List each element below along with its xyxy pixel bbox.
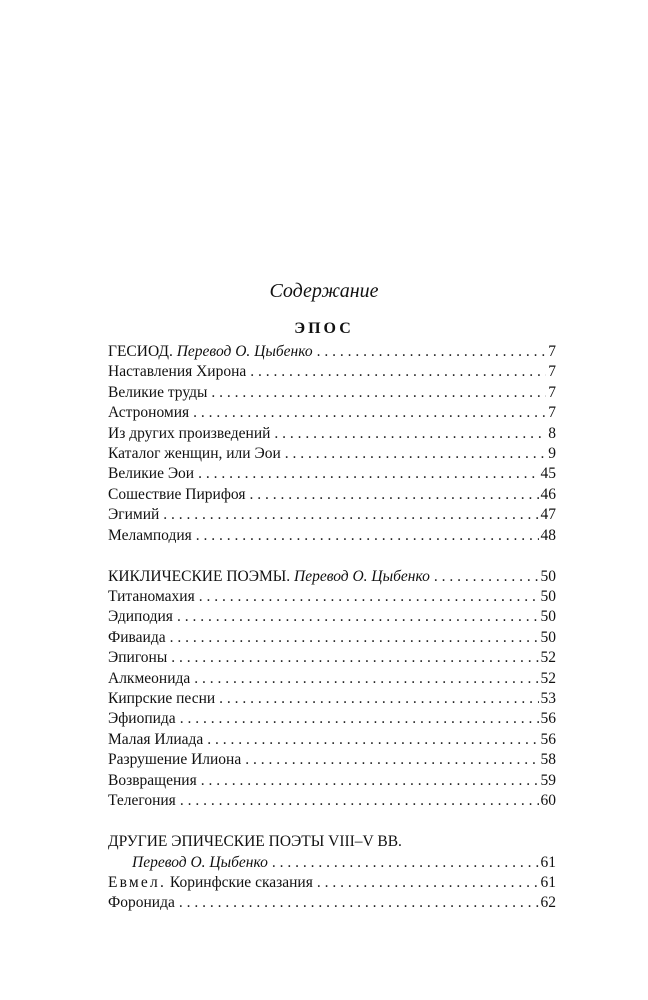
group-heading: ДРУГИЕ ЭПИЧЕСКИЕ ПОЭТЫ VIII–V ВВ.	[108, 833, 402, 851]
leader-dots	[281, 444, 547, 464]
entry-page: 61	[540, 873, 556, 891]
toc-entry[interactable]	[108, 873, 556, 893]
leader-dots	[167, 648, 538, 668]
leader-dots	[246, 362, 546, 382]
toc-entry[interactable]	[108, 567, 556, 587]
entry-title: Великие труды	[108, 383, 208, 401]
leader-dots	[176, 709, 539, 729]
toc-entry[interactable]	[108, 362, 556, 382]
toc-entry[interactable]	[108, 771, 556, 791]
entry-page: 52	[540, 669, 556, 687]
leader-dots	[207, 383, 546, 403]
leader-dots	[313, 342, 547, 362]
leader-dots	[195, 587, 539, 607]
toc-entry[interactable]	[108, 526, 556, 546]
entry-title: Возвращения	[108, 771, 197, 789]
entry-page: 56	[540, 710, 556, 728]
toc-entry[interactable]	[108, 444, 556, 464]
leader-dots	[159, 505, 538, 525]
toc-entry[interactable]	[108, 587, 556, 607]
leader-dots	[190, 669, 538, 689]
toc-entry[interactable]	[108, 607, 556, 627]
entry-title: Эфиопида	[108, 710, 176, 728]
leader-dots	[192, 526, 539, 546]
entry-page: 50	[540, 588, 556, 606]
entry-page: 47	[540, 506, 556, 524]
entry-title: Телегония	[108, 792, 176, 809]
toc-entry[interactable]	[108, 730, 556, 750]
entry-title: Коринфские сказания	[169, 873, 313, 891]
entry-title: Титаномахия	[108, 588, 195, 606]
entry-page: 61	[540, 853, 556, 871]
entry-title: ГЕСИОД.	[108, 343, 173, 360]
leader-dots	[270, 424, 546, 444]
entry-title: Эдиподия	[108, 608, 173, 626]
toc-entry[interactable]	[108, 709, 556, 729]
entry-page: 46	[540, 485, 556, 503]
leader-dots	[189, 403, 546, 423]
leader-dots	[194, 464, 538, 484]
toc-entry[interactable]	[108, 628, 556, 648]
entry-author: Евмел.	[108, 873, 167, 891]
entry-title: Наставления Хирона	[108, 363, 247, 381]
entry-page: 62	[540, 894, 556, 912]
entry-title: Меламподия	[108, 526, 192, 544]
page-title: Содержание	[269, 280, 379, 302]
group-spacer	[108, 811, 556, 832]
entry-title: Сошествие Пирифоя	[108, 485, 246, 503]
entry-title: Кипрские песни	[108, 690, 216, 708]
entry-title: Эпигоны	[108, 649, 168, 667]
entry-translator: Перевод О. Цыбенко	[132, 853, 268, 871]
entry-page: 50	[540, 567, 556, 585]
toc-entry[interactable]	[108, 464, 556, 484]
leader-dots	[175, 893, 539, 913]
entry-page: 48	[540, 526, 556, 544]
leader-dots	[203, 730, 538, 750]
entry-title: Каталог женщин, или Эои	[108, 444, 281, 462]
leader-dots	[268, 853, 539, 873]
toc-entry[interactable]	[108, 403, 556, 423]
leader-dots	[173, 607, 539, 627]
entry-page: 7	[548, 343, 556, 360]
toc-entry[interactable]	[108, 342, 556, 362]
entry-title: Эгимий	[108, 506, 160, 524]
entry-title: Великие Эои	[108, 465, 195, 483]
entry-page: 56	[540, 730, 556, 748]
entry-page: 7	[548, 363, 556, 381]
entry-page: 9	[548, 444, 556, 462]
toc-entry[interactable]	[108, 383, 556, 403]
leader-dots	[245, 485, 538, 505]
leader-dots	[197, 771, 539, 791]
toc-entry[interactable]	[108, 648, 556, 668]
entry-title: Астрономия	[108, 404, 190, 422]
entry-title: Из других произведений	[108, 424, 271, 442]
entry-page: 53	[540, 690, 556, 708]
entry-page: 50	[540, 608, 556, 626]
entry-translator: Перевод О. Цыбенко	[294, 567, 430, 585]
toc-entry[interactable]	[108, 485, 556, 505]
entry-title: Разрушение Илиона	[108, 751, 242, 769]
entry-translator: Перевод О. Цыбенко	[176, 343, 313, 360]
toc-entry[interactable]	[108, 853, 556, 873]
leader-dots	[430, 567, 539, 587]
entry-page: 50	[540, 628, 556, 646]
toc-entry[interactable]	[108, 505, 556, 525]
leader-dots	[215, 689, 538, 709]
entry-page: 7	[548, 404, 556, 422]
table-of-contents	[108, 342, 556, 914]
entry-page: 8	[548, 424, 556, 442]
toc-entry[interactable]	[108, 669, 556, 689]
entry-page: 7	[548, 383, 556, 401]
section-title: ЭПОС	[294, 320, 354, 337]
leader-dots	[176, 791, 539, 811]
leader-dots	[313, 873, 539, 893]
entry-title: КИКЛИЧЕСКИЕ ПОЭМЫ.	[108, 567, 291, 585]
entry-page: 59	[540, 771, 556, 789]
entry-title: Фиваида	[108, 628, 166, 646]
leader-dots	[241, 750, 538, 770]
entry-title: Алкмеонида	[108, 669, 191, 687]
leader-dots	[166, 628, 539, 648]
toc-entry[interactable]	[108, 750, 556, 770]
entry-page: 60	[540, 792, 556, 809]
toc-entry[interactable]	[108, 424, 556, 444]
entry-title: Форонида	[108, 894, 175, 912]
entry-title: Малая Илиада	[108, 730, 204, 748]
toc-entry[interactable]	[108, 791, 556, 811]
entry-page: 52	[540, 649, 556, 667]
entry-page: 45	[540, 465, 556, 483]
group-spacer	[108, 546, 556, 567]
entry-page: 58	[540, 751, 556, 769]
toc-entry[interactable]	[108, 893, 556, 913]
toc-entry[interactable]	[108, 689, 556, 709]
